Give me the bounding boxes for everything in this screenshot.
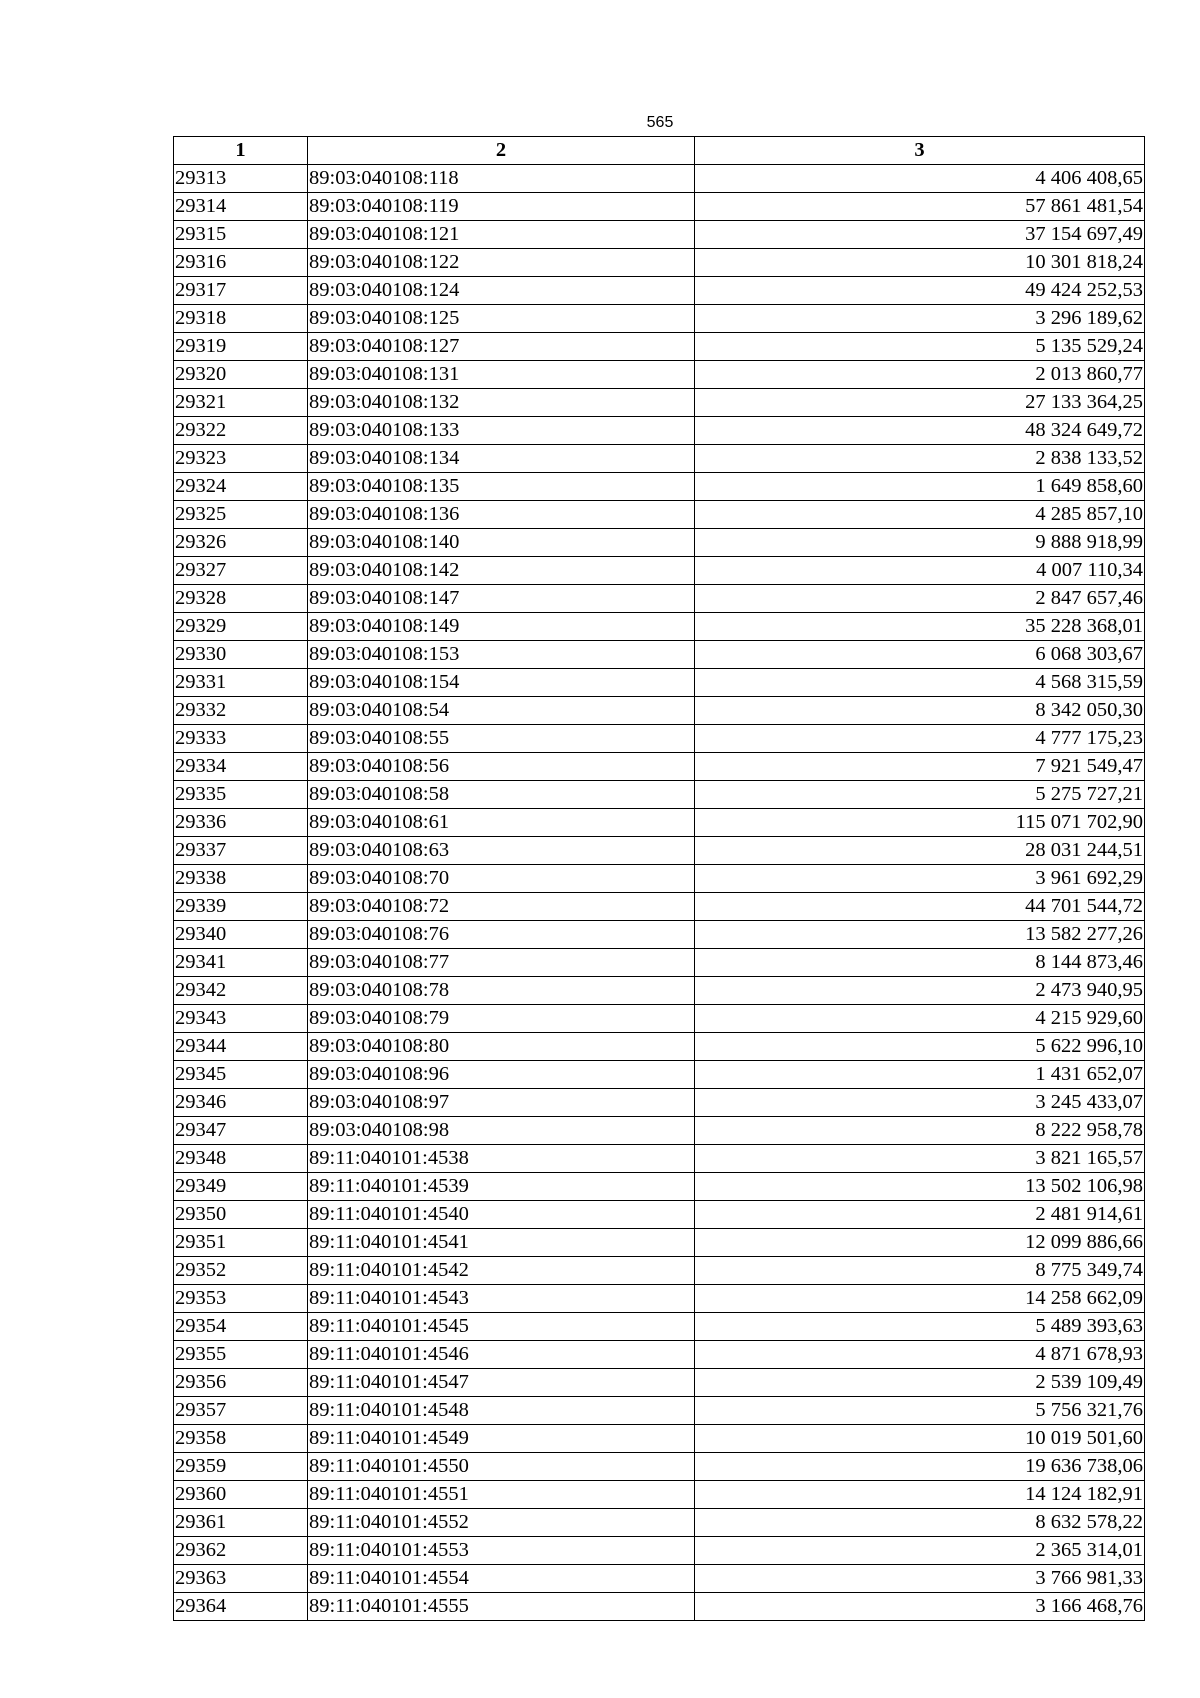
cadastral-number-cell: 89:11:040101:4547 bbox=[308, 1369, 695, 1397]
cadastral-value-cell: 27 133 364,25 bbox=[695, 389, 1145, 417]
table-row bbox=[174, 1453, 1145, 1481]
row-number-cell: 29354 bbox=[174, 1313, 308, 1341]
table-row bbox=[174, 1285, 1145, 1313]
row-number-cell: 29363 bbox=[174, 1565, 308, 1593]
table-row bbox=[174, 221, 1145, 249]
cadastral-value-cell: 13 582 277,26 bbox=[695, 921, 1145, 949]
cadastral-value-cell: 4 007 110,34 bbox=[695, 557, 1145, 585]
cadastral-number-cell: 89:03:040108:80 bbox=[308, 1033, 695, 1061]
cadastral-value-cell: 7 921 549,47 bbox=[695, 753, 1145, 781]
table-row bbox=[174, 1173, 1145, 1201]
row-number-cell: 29353 bbox=[174, 1285, 308, 1313]
row-number-cell: 29359 bbox=[174, 1453, 308, 1481]
cadastral-number-cell: 89:11:040101:4542 bbox=[308, 1257, 695, 1285]
row-number-cell: 29335 bbox=[174, 781, 308, 809]
cadastral-value-cell: 8 222 958,78 bbox=[695, 1117, 1145, 1145]
table-row bbox=[174, 1313, 1145, 1341]
table-row bbox=[174, 1089, 1145, 1117]
cadastral-number-cell: 89:03:040108:134 bbox=[308, 445, 695, 473]
row-number-cell: 29321 bbox=[174, 389, 308, 417]
row-number-cell: 29340 bbox=[174, 921, 308, 949]
cadastral-value-cell: 4 215 929,60 bbox=[695, 1005, 1145, 1033]
table-row bbox=[174, 1005, 1145, 1033]
table-row bbox=[174, 613, 1145, 641]
row-number-cell: 29315 bbox=[174, 221, 308, 249]
row-number-cell: 29356 bbox=[174, 1369, 308, 1397]
table-row bbox=[174, 949, 1145, 977]
row-number-cell: 29318 bbox=[174, 305, 308, 333]
table-row bbox=[174, 361, 1145, 389]
row-number-cell: 29350 bbox=[174, 1201, 308, 1229]
table-row bbox=[174, 557, 1145, 585]
cadastral-number-cell: 89:03:040108:149 bbox=[308, 613, 695, 641]
table-row bbox=[174, 1593, 1145, 1621]
cadastral-number-cell: 89:03:040108:70 bbox=[308, 865, 695, 893]
row-number-cell: 29317 bbox=[174, 277, 308, 305]
cadastral-value-cell: 35 228 368,01 bbox=[695, 613, 1145, 641]
cadastral-value-cell: 8 775 349,74 bbox=[695, 1257, 1145, 1285]
cadastral-number-cell: 89:11:040101:4555 bbox=[308, 1593, 695, 1621]
cadastral-value-cell: 6 068 303,67 bbox=[695, 641, 1145, 669]
cadastral-value-cell: 13 502 106,98 bbox=[695, 1173, 1145, 1201]
table-row bbox=[174, 1061, 1145, 1089]
cadastral-value-cell: 14 124 182,91 bbox=[695, 1481, 1145, 1509]
table-row bbox=[174, 697, 1145, 725]
row-number-cell: 29349 bbox=[174, 1173, 308, 1201]
cadastral-number-cell: 89:03:040108:97 bbox=[308, 1089, 695, 1117]
cadastral-value-cell: 37 154 697,49 bbox=[695, 221, 1145, 249]
table-row bbox=[174, 977, 1145, 1005]
column-header-value: 3 bbox=[695, 137, 1145, 165]
table-row bbox=[174, 1425, 1145, 1453]
cadastral-number-cell: 89:03:040108:54 bbox=[308, 697, 695, 725]
cadastral-value-cell: 5 275 727,21 bbox=[695, 781, 1145, 809]
row-number-cell: 29342 bbox=[174, 977, 308, 1005]
cadastral-value-cell: 3 296 189,62 bbox=[695, 305, 1145, 333]
cadastral-number-cell: 89:03:040108:154 bbox=[308, 669, 695, 697]
cadastral-number-cell: 89:03:040108:147 bbox=[308, 585, 695, 613]
cadastral-number-cell: 89:11:040101:4538 bbox=[308, 1145, 695, 1173]
row-number-cell: 29361 bbox=[174, 1509, 308, 1537]
row-number-cell: 29346 bbox=[174, 1089, 308, 1117]
table-body bbox=[174, 165, 1145, 1621]
row-number-cell: 29362 bbox=[174, 1537, 308, 1565]
table-row bbox=[174, 1565, 1145, 1593]
cadastral-number-cell: 89:03:040108:125 bbox=[308, 305, 695, 333]
cadastral-number-cell: 89:11:040101:4553 bbox=[308, 1537, 695, 1565]
column-header-number: 1 bbox=[174, 137, 308, 165]
cadastral-value-cell: 10 019 501,60 bbox=[695, 1425, 1145, 1453]
cadastral-number-cell: 89:11:040101:4551 bbox=[308, 1481, 695, 1509]
row-number-cell: 29325 bbox=[174, 501, 308, 529]
row-number-cell: 29332 bbox=[174, 697, 308, 725]
table-row bbox=[174, 249, 1145, 277]
row-number-cell: 29347 bbox=[174, 1117, 308, 1145]
table-row bbox=[174, 501, 1145, 529]
cadastral-number-cell: 89:03:040108:132 bbox=[308, 389, 695, 417]
row-number-cell: 29326 bbox=[174, 529, 308, 557]
cadastral-number-cell: 89:11:040101:4543 bbox=[308, 1285, 695, 1313]
row-number-cell: 29316 bbox=[174, 249, 308, 277]
cadastral-number-cell: 89:03:040108:142 bbox=[308, 557, 695, 585]
table-row bbox=[174, 389, 1145, 417]
table-row bbox=[174, 1229, 1145, 1257]
cadastral-value-cell: 5 489 393,63 bbox=[695, 1313, 1145, 1341]
table-row bbox=[174, 1033, 1145, 1061]
cadastral-value-cell: 9 888 918,99 bbox=[695, 529, 1145, 557]
cadastral-value-cell: 1 431 652,07 bbox=[695, 1061, 1145, 1089]
cadastral-number-cell: 89:11:040101:4549 bbox=[308, 1425, 695, 1453]
table-row bbox=[174, 809, 1145, 837]
cadastral-number-cell: 89:03:040108:136 bbox=[308, 501, 695, 529]
table-row bbox=[174, 165, 1145, 193]
cadastral-value-cell: 4 777 175,23 bbox=[695, 725, 1145, 753]
cadastral-number-cell: 89:03:040108:122 bbox=[308, 249, 695, 277]
cadastral-number-cell: 89:03:040108:133 bbox=[308, 417, 695, 445]
cadastral-number-cell: 89:03:040108:153 bbox=[308, 641, 695, 669]
cadastral-number-cell: 89:03:040108:119 bbox=[308, 193, 695, 221]
cadastral-value-cell: 3 166 468,76 bbox=[695, 1593, 1145, 1621]
cadastral-number-cell: 89:03:040108:124 bbox=[308, 277, 695, 305]
table-row bbox=[174, 1481, 1145, 1509]
cadastral-value-cell: 19 636 738,06 bbox=[695, 1453, 1145, 1481]
row-number-cell: 29314 bbox=[174, 193, 308, 221]
row-number-cell: 29343 bbox=[174, 1005, 308, 1033]
cadastral-number-cell: 89:03:040108:121 bbox=[308, 221, 695, 249]
row-number-cell: 29320 bbox=[174, 361, 308, 389]
cadastral-value-cell: 4 285 857,10 bbox=[695, 501, 1145, 529]
row-number-cell: 29336 bbox=[174, 809, 308, 837]
cadastral-value-cell: 3 766 981,33 bbox=[695, 1565, 1145, 1593]
table-row bbox=[174, 1145, 1145, 1173]
cadastral-value-cell: 5 135 529,24 bbox=[695, 333, 1145, 361]
row-number-cell: 29330 bbox=[174, 641, 308, 669]
cadastral-value-cell: 49 424 252,53 bbox=[695, 277, 1145, 305]
table-row bbox=[174, 669, 1145, 697]
row-number-cell: 29351 bbox=[174, 1229, 308, 1257]
cadastral-number-cell: 89:03:040108:55 bbox=[308, 725, 695, 753]
table-row bbox=[174, 1369, 1145, 1397]
row-number-cell: 29322 bbox=[174, 417, 308, 445]
cadastral-value-cell: 4 568 315,59 bbox=[695, 669, 1145, 697]
row-number-cell: 29344 bbox=[174, 1033, 308, 1061]
cadastral-value-cell: 1 649 858,60 bbox=[695, 473, 1145, 501]
cadastral-value-cell: 5 756 321,76 bbox=[695, 1397, 1145, 1425]
cadastral-value-table bbox=[173, 136, 1145, 1621]
table-row bbox=[174, 1537, 1145, 1565]
row-number-cell: 29358 bbox=[174, 1425, 308, 1453]
table-row bbox=[174, 585, 1145, 613]
cadastral-number-cell: 89:03:040108:135 bbox=[308, 473, 695, 501]
cadastral-number-cell: 89:11:040101:4545 bbox=[308, 1313, 695, 1341]
table-row bbox=[174, 333, 1145, 361]
table-row bbox=[174, 1341, 1145, 1369]
cadastral-number-cell: 89:03:040108:77 bbox=[308, 949, 695, 977]
row-number-cell: 29355 bbox=[174, 1341, 308, 1369]
table-row bbox=[174, 473, 1145, 501]
page-number: 565 bbox=[646, 114, 674, 131]
table-row bbox=[174, 1117, 1145, 1145]
cadastral-number-cell: 89:11:040101:4541 bbox=[308, 1229, 695, 1257]
table-row bbox=[174, 445, 1145, 473]
cadastral-number-cell: 89:03:040108:56 bbox=[308, 753, 695, 781]
row-number-cell: 29333 bbox=[174, 725, 308, 753]
row-number-cell: 29324 bbox=[174, 473, 308, 501]
column-header-cadastral-number: 2 bbox=[308, 137, 695, 165]
cadastral-value-cell: 4 871 678,93 bbox=[695, 1341, 1145, 1369]
table-row bbox=[174, 921, 1145, 949]
row-number-cell: 29360 bbox=[174, 1481, 308, 1509]
cadastral-value-cell: 2 481 914,61 bbox=[695, 1201, 1145, 1229]
cadastral-number-cell: 89:11:040101:4540 bbox=[308, 1201, 695, 1229]
cadastral-number-cell: 89:11:040101:4554 bbox=[308, 1565, 695, 1593]
cadastral-value-cell: 5 622 996,10 bbox=[695, 1033, 1145, 1061]
cadastral-value-cell: 57 861 481,54 bbox=[695, 193, 1145, 221]
row-number-cell: 29339 bbox=[174, 893, 308, 921]
cadastral-value-cell: 8 144 873,46 bbox=[695, 949, 1145, 977]
cadastral-value-cell: 3 821 165,57 bbox=[695, 1145, 1145, 1173]
table-row bbox=[174, 641, 1145, 669]
table-row bbox=[174, 277, 1145, 305]
row-number-cell: 29337 bbox=[174, 837, 308, 865]
table-row bbox=[174, 725, 1145, 753]
table-row bbox=[174, 837, 1145, 865]
row-number-cell: 29328 bbox=[174, 585, 308, 613]
table-row bbox=[174, 753, 1145, 781]
cadastral-number-cell: 89:03:040108:76 bbox=[308, 921, 695, 949]
cadastral-number-cell: 89:03:040108:96 bbox=[308, 1061, 695, 1089]
row-number-cell: 29352 bbox=[174, 1257, 308, 1285]
cadastral-value-cell: 2 847 657,46 bbox=[695, 585, 1145, 613]
cadastral-value-cell: 8 342 050,30 bbox=[695, 697, 1145, 725]
row-number-cell: 29329 bbox=[174, 613, 308, 641]
row-number-cell: 29341 bbox=[174, 949, 308, 977]
cadastral-value-cell: 48 324 649,72 bbox=[695, 417, 1145, 445]
cadastral-number-cell: 89:11:040101:4546 bbox=[308, 1341, 695, 1369]
cadastral-value-cell: 14 258 662,09 bbox=[695, 1285, 1145, 1313]
row-number-cell: 29319 bbox=[174, 333, 308, 361]
table-row bbox=[174, 893, 1145, 921]
table-row bbox=[174, 1201, 1145, 1229]
row-number-cell: 29345 bbox=[174, 1061, 308, 1089]
cadastral-value-cell: 44 701 544,72 bbox=[695, 893, 1145, 921]
row-number-cell: 29331 bbox=[174, 669, 308, 697]
cadastral-number-cell: 89:03:040108:61 bbox=[308, 809, 695, 837]
cadastral-number-cell: 89:03:040108:72 bbox=[308, 893, 695, 921]
table-row bbox=[174, 529, 1145, 557]
cadastral-value-cell: 2 013 860,77 bbox=[695, 361, 1145, 389]
table-row bbox=[174, 781, 1145, 809]
row-number-cell: 29357 bbox=[174, 1397, 308, 1425]
cadastral-number-cell: 89:03:040108:127 bbox=[308, 333, 695, 361]
cadastral-number-cell: 89:03:040108:78 bbox=[308, 977, 695, 1005]
cadastral-value-cell: 3 245 433,07 bbox=[695, 1089, 1145, 1117]
table-row bbox=[174, 865, 1145, 893]
row-number-cell: 29348 bbox=[174, 1145, 308, 1173]
table-row bbox=[174, 305, 1145, 333]
cadastral-value-cell: 8 632 578,22 bbox=[695, 1509, 1145, 1537]
cadastral-number-cell: 89:11:040101:4550 bbox=[308, 1453, 695, 1481]
table-row bbox=[174, 1257, 1145, 1285]
cadastral-value-cell: 28 031 244,51 bbox=[695, 837, 1145, 865]
cadastral-value-cell: 2 365 314,01 bbox=[695, 1537, 1145, 1565]
cadastral-value-cell: 12 099 886,66 bbox=[695, 1229, 1145, 1257]
cadastral-value-cell: 2 539 109,49 bbox=[695, 1369, 1145, 1397]
cadastral-number-cell: 89:03:040108:79 bbox=[308, 1005, 695, 1033]
table-row bbox=[174, 417, 1145, 445]
cadastral-number-cell: 89:03:040108:63 bbox=[308, 837, 695, 865]
cadastral-number-cell: 89:03:040108:140 bbox=[308, 529, 695, 557]
table-header-row bbox=[174, 137, 1145, 165]
cadastral-value-cell: 4 406 408,65 bbox=[695, 165, 1145, 193]
table-row bbox=[174, 1397, 1145, 1425]
cadastral-number-cell: 89:03:040108:58 bbox=[308, 781, 695, 809]
cadastral-number-cell: 89:11:040101:4548 bbox=[308, 1397, 695, 1425]
cadastral-number-cell: 89:03:040108:131 bbox=[308, 361, 695, 389]
row-number-cell: 29334 bbox=[174, 753, 308, 781]
cadastral-number-cell: 89:03:040108:98 bbox=[308, 1117, 695, 1145]
row-number-cell: 29313 bbox=[174, 165, 308, 193]
cadastral-value-cell: 10 301 818,24 bbox=[695, 249, 1145, 277]
cadastral-value-cell: 2 838 133,52 bbox=[695, 445, 1145, 473]
row-number-cell: 29327 bbox=[174, 557, 308, 585]
cadastral-number-cell: 89:11:040101:4539 bbox=[308, 1173, 695, 1201]
row-number-cell: 29323 bbox=[174, 445, 308, 473]
row-number-cell: 29364 bbox=[174, 1593, 308, 1621]
cadastral-number-cell: 89:03:040108:118 bbox=[308, 165, 695, 193]
table-row bbox=[174, 1509, 1145, 1537]
cadastral-number-cell: 89:11:040101:4552 bbox=[308, 1509, 695, 1537]
cadastral-value-cell: 3 961 692,29 bbox=[695, 865, 1145, 893]
table-row bbox=[174, 193, 1145, 221]
cadastral-value-cell: 2 473 940,95 bbox=[695, 977, 1145, 1005]
row-number-cell: 29338 bbox=[174, 865, 308, 893]
cadastral-value-cell: 115 071 702,90 bbox=[695, 809, 1145, 837]
